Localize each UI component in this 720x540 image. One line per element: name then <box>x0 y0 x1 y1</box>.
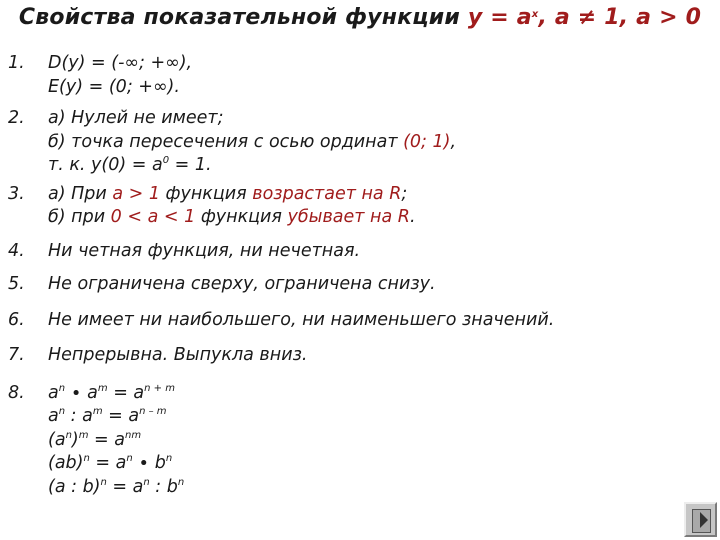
page-title <box>0 2 720 33</box>
text-segment: = a <box>106 476 144 497</box>
exponent: n <box>58 406 66 417</box>
text-segment: ∙ a <box>65 382 98 403</box>
item-number: 7. <box>8 345 25 365</box>
text-segment: Не ограничена сверху, ограничена снизу. <box>48 274 436 294</box>
text-segment: , <box>450 131 457 152</box>
text-segment: : a <box>65 406 93 426</box>
exponent: n <box>143 476 150 488</box>
item-line <box>48 452 708 476</box>
text-segment: = a <box>102 406 140 426</box>
arrow-right-icon <box>700 512 708 528</box>
item-line <box>48 429 708 453</box>
list-item <box>8 382 708 500</box>
exponent: nm <box>125 429 142 441</box>
item-number: 5. <box>8 274 25 294</box>
text-segment: : b <box>149 476 178 497</box>
item-line <box>48 476 708 500</box>
text-segment: ; <box>401 183 408 204</box>
item-line <box>48 344 708 368</box>
text-segment: ) <box>71 429 79 450</box>
text-segment: a <box>48 406 59 426</box>
text-segment: . <box>409 207 416 227</box>
item-number: 3. <box>8 183 25 204</box>
text-segment: (a <box>48 429 66 450</box>
item-line <box>48 154 708 178</box>
text-segment: 0 < a < 1 <box>110 207 196 227</box>
item-line <box>48 309 708 333</box>
text-segment: функция <box>159 183 253 204</box>
next-slide-icon <box>692 509 711 533</box>
text-segment: = a <box>89 453 127 473</box>
exponent: n – m <box>139 406 167 417</box>
title-formula: $y = a^x$, a ≠ 1, a > 0 <box>467 5 702 30</box>
text-segment: а) При <box>48 183 113 204</box>
item-number: 4. <box>8 240 25 261</box>
text-segment: (a : b) <box>48 476 101 497</box>
item-line <box>48 107 708 131</box>
text-segment: D(y) = (-∞; +∞), <box>48 53 193 73</box>
item-line <box>48 183 708 207</box>
text-segment: а) Нулей не имеет; <box>48 108 224 128</box>
exponent: m <box>92 406 103 417</box>
item-line <box>48 240 708 264</box>
next-slide-button[interactable] <box>684 502 717 537</box>
text-segment: = a <box>107 382 145 403</box>
text-segment: ∙ b <box>132 453 166 473</box>
text-segment: б) точка пересечения с осью ординат <box>48 131 404 152</box>
exponent: n + m <box>144 382 175 394</box>
exponent: n <box>100 476 107 488</box>
text-segment: убывает на R <box>287 207 410 227</box>
text-segment: б) при <box>48 207 111 227</box>
exponent: m <box>78 429 89 441</box>
text-segment: возрастает на R <box>252 183 402 204</box>
list-item <box>8 52 708 99</box>
properties-list <box>8 52 708 499</box>
item-line <box>48 382 708 406</box>
text-segment: a <box>48 382 59 403</box>
text-segment: функция <box>195 207 288 227</box>
text-segment: Ни четная функция, ни нечетная. <box>48 240 361 261</box>
text-segment: (0; 1) <box>403 131 451 152</box>
exponent: n <box>165 453 173 464</box>
exponent: n <box>65 429 72 441</box>
text-segment: (ab) <box>48 453 84 473</box>
exponent: n <box>126 453 133 464</box>
exponent: n <box>58 382 66 394</box>
text-segment: E(y) = (0; +∞). <box>48 76 180 97</box>
list-item <box>8 344 708 368</box>
list-item <box>8 240 708 264</box>
item-line <box>48 273 708 297</box>
text-segment: Не имеет ни наибольшего, ни наименьшего значений. <box>48 309 555 330</box>
title-text: Свойства показательной функции <box>18 5 460 30</box>
text-segment: a > 1 <box>112 183 160 204</box>
item-number: 2. <box>8 108 25 128</box>
item-number: 1. <box>8 53 25 73</box>
item-number: 8. <box>8 382 25 403</box>
item-line <box>48 405 708 429</box>
list-item <box>8 107 708 178</box>
item-line <box>48 52 708 76</box>
text-segment: = 1. <box>169 155 212 175</box>
list-item <box>8 273 708 297</box>
text-segment: Непрерывна. Выпукла вниз. <box>48 345 308 365</box>
list-item <box>8 309 708 333</box>
exponent: n <box>83 453 90 464</box>
exponent: m <box>97 382 108 394</box>
exponent: n <box>177 476 185 488</box>
text-segment: т. к. y(0) = a <box>48 155 163 175</box>
item-line <box>48 76 708 100</box>
exponent: 0 <box>162 155 170 166</box>
text-segment: = a <box>88 429 125 450</box>
item-number: 6. <box>8 309 25 330</box>
list-item <box>8 183 708 230</box>
item-line <box>48 206 708 230</box>
item-line <box>48 131 708 155</box>
